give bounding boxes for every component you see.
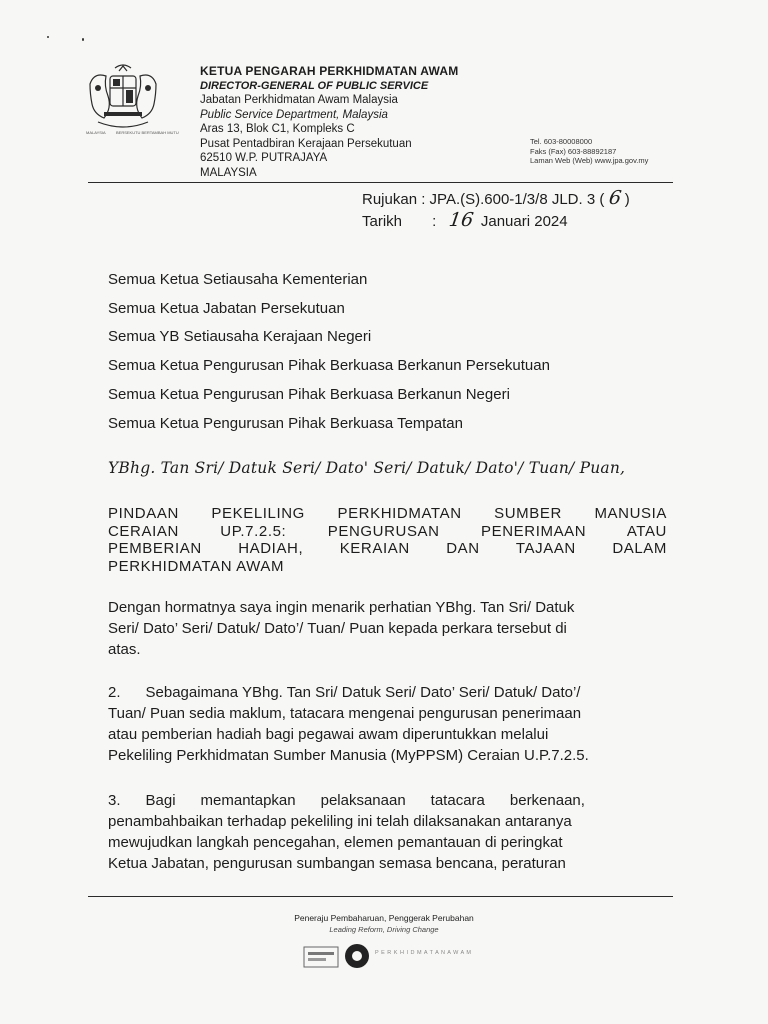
tarikh-colon: :: [432, 213, 437, 230]
contact-info: [530, 137, 648, 166]
subject-title: [108, 505, 667, 575]
address-line: MALAYSIA: [200, 166, 257, 179]
footer-motto-en: Leading Reform, Driving Change: [329, 925, 439, 934]
address-line: Pusat Pentadbiran Kerajaan Persekutuan: [200, 137, 412, 150]
rujukan-close: ): [624, 191, 630, 208]
rujukan-handwritten-number: 6: [607, 187, 623, 209]
recipient-list: [108, 266, 550, 438]
footer-logo-text: P E R K H I D M A T A N A W A M: [375, 950, 472, 956]
paragraph-line: Dengan hormatnya saya ingin menarik perhatian YBhg. Tan Sri/ Datuk: [108, 599, 575, 616]
telephone: Tel. 603-80008000: [530, 137, 593, 146]
paragraph-line: 2. Sebagaimana YBhg. Tan Sri/ Datuk Seri/ Dato’ Seri/ Datuk/ Dato’/: [108, 684, 581, 701]
scan-speck: [82, 38, 84, 41]
crest-caption-left: MALAYSIA: [86, 130, 106, 135]
scan-speck: [47, 36, 49, 38]
tarikh-rest: Januari 2024: [480, 213, 568, 230]
paragraph-line: atas.: [108, 641, 141, 658]
seal-logo-icon: [345, 944, 369, 968]
recipient-item: Semua Ketua Setiausaha Kementerian: [108, 271, 368, 288]
recipient-item: Semua Ketua Jabatan Persekutuan: [108, 299, 345, 317]
website: Laman Web (Web) www.jpa.gov.my: [530, 156, 649, 165]
subject-line: PERKHIDMATAN AWAM: [108, 557, 285, 575]
header-divider: [88, 182, 673, 183]
paragraph-3: [108, 790, 668, 874]
tarikh-day-handwritten: 16: [447, 209, 475, 231]
date-row: [362, 210, 630, 232]
letterhead-title-en: DIRECTOR-GENERAL OF PUBLIC SERVICE: [200, 79, 429, 92]
department-name: Jabatan Perkhidmatan Awam Malaysia: [200, 94, 398, 106]
footer-motto: Peneraju Pembaharuan, Penggerak Perubahan: [294, 913, 474, 923]
jpa-logo-icon: [303, 946, 339, 968]
footer-logos: [303, 944, 483, 970]
tarikh-label: Tarikh: [362, 213, 403, 230]
reference-block: [362, 188, 630, 232]
address-line: Aras 13, Blok C1, Kompleks C: [200, 123, 355, 135]
recipient-item: Semua Ketua Pengurusan Pihak Berkuasa Berkanun Negeri: [108, 385, 510, 403]
letterhead-block: [200, 64, 458, 180]
coat-of-arms: [84, 62, 179, 135]
subject-line: PEMBERIAN HADIAH, KERAIAN DAN TAJAAN DALAM: [108, 540, 667, 557]
subject-line: CERAIAN UP.7.2.5: PENGURUSAN PENERIMAAN ATAU: [108, 522, 667, 540]
department-name-en: Public Service Department, Malaysia: [200, 108, 388, 121]
coat-of-arms-icon: [84, 62, 162, 134]
reference-row: [362, 188, 630, 210]
address-line: 62510 W.P. PUTRAJAYA: [200, 152, 328, 164]
paragraph-line: Seri/ Dato’ Seri/ Datuk/ Dato’/ Tuan/ Puan kepada perkara tersebut di: [108, 620, 567, 637]
letterhead-title: KETUA PENGARAH PERKHIDMATAN AWAM: [200, 64, 459, 78]
paragraph-line: Tuan/ Puan sedia maklum, tatacara mengenai pengurusan penerimaan: [108, 705, 582, 722]
recipient-item: Semua Ketua Pengurusan Pihak Berkuasa Tempatan: [108, 414, 463, 432]
rujukan-label: Rujukan :: [362, 191, 426, 208]
crest-caption-right: BERSEKUTU BERTAMBAH MUTU: [116, 130, 179, 135]
rujukan-value: JPA.(S).600-1/3/8 JLD. 3 (: [429, 191, 605, 208]
fax: Faks (Fax) 603-88892187: [530, 146, 617, 156]
paragraph-line: Ketua Jabatan, pengurusan sumbangan semasa bencana, peraturan: [108, 855, 566, 872]
recipient-item: Semua Ketua Pengurusan Pihak Berkuasa Berkanun Persekutuan: [108, 357, 550, 375]
recipient-item: Semua YB Setiausaha Kerajaan Negeri: [108, 328, 372, 346]
paragraph-line: Pekeliling Perkhidmatan Sumber Manusia (MyPPSM) Ceraian U.P.7.2.5.: [108, 747, 589, 764]
subject-line: PINDAAN PEKELILING PERKHIDMATAN SUMBER MANUSIA: [108, 505, 667, 522]
handwritten-salutation: YBhg. Tan Sri/ Datuk Seri/ Dato' Seri/ Datuk/ Dato'/ Tuan/ Puan,: [108, 459, 626, 477]
paragraph-line: penambahbaikan terhadap pekeliling ini telah dilaksanakan antaranya: [108, 813, 572, 830]
paragraph-line: atau pemberian hadiah bagi pegawai awam diperuntukkan melalui: [108, 726, 549, 743]
paragraph-line: mewujudkan langkah pencegahan, elemen pemantauan di peringkat: [108, 834, 563, 851]
footer-divider: [88, 896, 673, 897]
paragraph-1: [108, 597, 668, 660]
paragraph-2: [108, 682, 668, 766]
paragraph-line: 3. Bagi memantapkan pelaksanaan tatacara berkenaan,: [108, 792, 585, 809]
